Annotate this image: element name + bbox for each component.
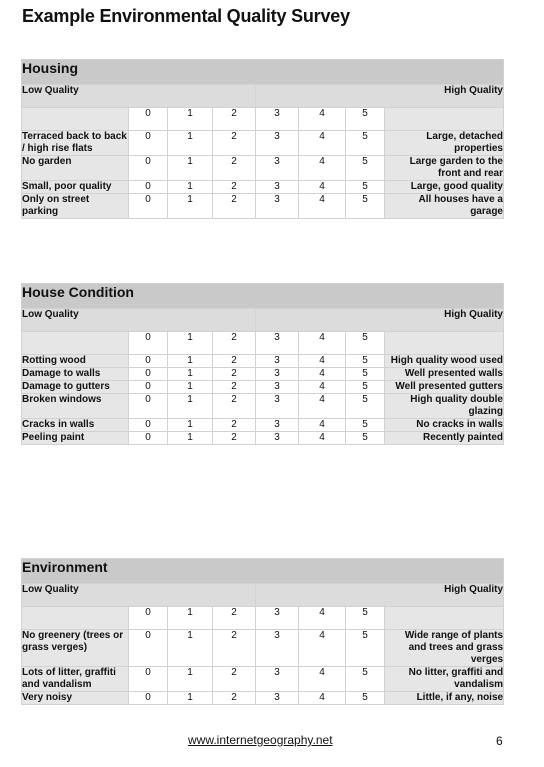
- low-quality-criterion: Damage to walls: [22, 368, 129, 381]
- score-option[interactable]: 1: [168, 381, 213, 394]
- score-option[interactable]: 5: [346, 355, 385, 368]
- score-option[interactable]: 3: [256, 156, 299, 181]
- high-quality-criterion: Large, good quality: [385, 181, 504, 194]
- score-option[interactable]: 4: [299, 630, 346, 667]
- criterion-row: [22, 355, 504, 368]
- low-quality-criterion: Very noisy: [22, 692, 129, 705]
- score-option[interactable]: 1: [168, 131, 213, 156]
- high-quality-criterion: Well presented gutters: [385, 381, 504, 394]
- blank-cell: [385, 108, 504, 131]
- score-option[interactable]: 5: [346, 181, 385, 194]
- score-option[interactable]: 2: [213, 667, 256, 692]
- low-quality-criterion: No garden: [22, 156, 129, 181]
- score-option[interactable]: 2: [213, 419, 256, 432]
- score-option[interactable]: 2: [213, 355, 256, 368]
- website-link[interactable]: www.internetgeography.net: [188, 733, 333, 747]
- score-option[interactable]: 0: [129, 667, 168, 692]
- low-quality-criterion: Damage to gutters: [22, 381, 129, 394]
- score-option[interactable]: 4: [299, 181, 346, 194]
- score-option[interactable]: 1: [168, 667, 213, 692]
- housing-section: [21, 59, 503, 219]
- score-option[interactable]: 4: [299, 692, 346, 705]
- score-option[interactable]: 0: [129, 181, 168, 194]
- section-title: House Condition: [22, 284, 504, 309]
- page-number: 6: [496, 734, 503, 748]
- score-option[interactable]: 5: [346, 131, 385, 156]
- blank-cell: [22, 332, 129, 355]
- score-option[interactable]: 5: [346, 419, 385, 432]
- scale-header: 1: [168, 108, 213, 131]
- low-quality-criterion: Rotting wood: [22, 355, 129, 368]
- score-option[interactable]: 4: [299, 419, 346, 432]
- quality-header-row: [22, 584, 504, 607]
- criterion-row: [22, 394, 504, 419]
- criterion-row: [22, 630, 504, 667]
- high-quality-criterion: No litter, graffiti and vandalism: [385, 667, 504, 692]
- score-option[interactable]: 4: [299, 432, 346, 445]
- score-option[interactable]: 3: [256, 630, 299, 667]
- score-option[interactable]: 2: [213, 630, 256, 667]
- high-quality-label: High Quality: [256, 85, 504, 108]
- scale-header: 4: [299, 332, 346, 355]
- criterion-row: [22, 156, 504, 181]
- score-option[interactable]: 1: [168, 432, 213, 445]
- scale-header: 4: [299, 607, 346, 630]
- score-option[interactable]: 2: [213, 381, 256, 394]
- page-title: Example Environmental Quality Survey: [22, 6, 350, 26]
- score-option[interactable]: 5: [346, 381, 385, 394]
- score-option[interactable]: 3: [256, 131, 299, 156]
- score-option[interactable]: 1: [168, 692, 213, 705]
- score-option[interactable]: 2: [213, 432, 256, 445]
- blank-cell: [385, 332, 504, 355]
- score-option[interactable]: 3: [256, 181, 299, 194]
- low-quality-label: Low Quality: [22, 584, 256, 607]
- score-option[interactable]: 5: [346, 432, 385, 445]
- score-option[interactable]: 4: [299, 667, 346, 692]
- blank-cell: [22, 607, 129, 630]
- score-option[interactable]: 3: [256, 394, 299, 419]
- blank-cell: [22, 108, 129, 131]
- score-option[interactable]: 0: [129, 394, 168, 419]
- criterion-row: [22, 368, 504, 381]
- score-option[interactable]: 2: [213, 194, 256, 219]
- low-quality-criterion: Small, poor quality: [22, 181, 129, 194]
- scale-header: 0: [129, 332, 168, 355]
- score-option[interactable]: 4: [299, 381, 346, 394]
- score-option[interactable]: 5: [346, 630, 385, 667]
- scale-header: 4: [299, 108, 346, 131]
- high-quality-criterion: Wide range of plants and trees and grass verges: [385, 630, 504, 667]
- low-quality-criterion: Peeling paint: [22, 432, 129, 445]
- low-quality-criterion: Broken windows: [22, 394, 129, 419]
- scale-header: 0: [129, 108, 168, 131]
- score-option[interactable]: 0: [129, 368, 168, 381]
- high-quality-criterion: No cracks in walls: [385, 419, 504, 432]
- score-option[interactable]: 0: [129, 131, 168, 156]
- low-quality-criterion: No greenery (trees or grass verges): [22, 630, 129, 667]
- high-quality-criterion: Little, if any, noise: [385, 692, 504, 705]
- high-quality-criterion: High quality wood used: [385, 355, 504, 368]
- scale-header-row: [22, 108, 504, 131]
- score-option[interactable]: 0: [129, 692, 168, 705]
- quality-header-row: [22, 85, 504, 108]
- score-option[interactable]: 1: [168, 419, 213, 432]
- low-quality-label: Low Quality: [22, 309, 256, 332]
- score-option[interactable]: 0: [129, 419, 168, 432]
- criterion-row: [22, 181, 504, 194]
- score-option[interactable]: 3: [256, 368, 299, 381]
- scale-header: 0: [129, 607, 168, 630]
- low-quality-label: Low Quality: [22, 85, 256, 108]
- low-quality-criterion: Only on street parking: [22, 194, 129, 219]
- survey-table: [21, 558, 504, 705]
- high-quality-criterion: All houses have a garage: [385, 194, 504, 219]
- scale-header: 5: [346, 332, 385, 355]
- score-option[interactable]: 3: [256, 692, 299, 705]
- criterion-row: [22, 194, 504, 219]
- scale-header: 3: [256, 108, 299, 131]
- section-title-row: [22, 60, 504, 85]
- score-option[interactable]: 1: [168, 394, 213, 419]
- scale-header-row: [22, 332, 504, 355]
- score-option[interactable]: 2: [213, 181, 256, 194]
- survey-table: [21, 283, 504, 445]
- score-option[interactable]: 5: [346, 394, 385, 419]
- score-option[interactable]: 0: [129, 355, 168, 368]
- score-option[interactable]: 3: [256, 381, 299, 394]
- scale-header: 1: [168, 332, 213, 355]
- score-option[interactable]: 1: [168, 156, 213, 181]
- section-title-row: [22, 284, 504, 309]
- environment-section: [21, 558, 503, 705]
- high-quality-criterion: Large, detached properties: [385, 131, 504, 156]
- scale-header: 2: [213, 108, 256, 131]
- score-option[interactable]: 0: [129, 630, 168, 667]
- section-title: Housing: [22, 60, 504, 85]
- score-option[interactable]: 1: [168, 630, 213, 667]
- score-option[interactable]: 1: [168, 355, 213, 368]
- scale-header: 1: [168, 607, 213, 630]
- section-title: Environment: [22, 559, 504, 584]
- scale-header: 5: [346, 108, 385, 131]
- scale-header: 3: [256, 332, 299, 355]
- survey-table: [21, 59, 504, 219]
- criterion-row: [22, 419, 504, 432]
- score-option[interactable]: 1: [168, 181, 213, 194]
- blank-cell: [385, 607, 504, 630]
- score-option[interactable]: 2: [213, 692, 256, 705]
- scale-header-row: [22, 607, 504, 630]
- criterion-row: [22, 432, 504, 445]
- score-option[interactable]: 2: [213, 156, 256, 181]
- scale-header: 2: [213, 607, 256, 630]
- low-quality-criterion: Terraced back to back / high rise flats: [22, 131, 127, 154]
- scale-header: 2: [213, 332, 256, 355]
- score-option[interactable]: 5: [346, 194, 385, 219]
- high-quality-criterion: Large garden to the front and rear: [385, 156, 504, 181]
- score-option[interactable]: 2: [213, 394, 256, 419]
- score-option[interactable]: 0: [129, 194, 168, 219]
- house-condition-section: [21, 283, 503, 445]
- score-option[interactable]: 4: [299, 355, 346, 368]
- score-option[interactable]: 5: [346, 692, 385, 705]
- low-quality-criterion: Cracks in walls: [22, 419, 129, 432]
- score-option[interactable]: 4: [299, 368, 346, 381]
- scale-header: 3: [256, 607, 299, 630]
- quality-header-row: [22, 309, 504, 332]
- score-option[interactable]: 0: [129, 432, 168, 445]
- high-quality-label: High Quality: [256, 309, 504, 332]
- score-option[interactable]: 5: [346, 667, 385, 692]
- score-option[interactable]: 4: [299, 131, 346, 156]
- section-title-row: [22, 559, 504, 584]
- score-option[interactable]: 1: [168, 194, 213, 219]
- score-option[interactable]: 4: [299, 194, 346, 219]
- scale-header: 5: [346, 607, 385, 630]
- score-option[interactable]: 3: [256, 194, 299, 219]
- score-option[interactable]: 3: [256, 419, 299, 432]
- score-option[interactable]: 3: [256, 432, 299, 445]
- high-quality-criterion: Recently painted: [385, 432, 504, 445]
- score-option[interactable]: 5: [346, 156, 385, 181]
- criterion-row: [22, 692, 504, 705]
- score-option[interactable]: 2: [213, 368, 256, 381]
- criterion-row: [22, 667, 504, 692]
- criterion-row: [22, 131, 504, 156]
- score-option[interactable]: 4: [299, 394, 346, 419]
- score-option[interactable]: 3: [256, 355, 299, 368]
- score-option[interactable]: 0: [129, 381, 168, 394]
- score-option[interactable]: 3: [256, 667, 299, 692]
- high-quality-label: High Quality: [256, 584, 504, 607]
- high-quality-criterion: Well presented walls: [385, 368, 504, 381]
- score-option[interactable]: 0: [129, 156, 168, 181]
- low-quality-criterion: Lots of litter, graffiti and vandalism: [22, 667, 129, 692]
- score-option[interactable]: 5: [346, 368, 385, 381]
- high-quality-criterion: High quality double glazing: [385, 394, 504, 419]
- score-option[interactable]: 4: [299, 156, 346, 181]
- score-option[interactable]: 1: [168, 368, 213, 381]
- criterion-row: [22, 381, 504, 394]
- score-option[interactable]: 2: [213, 131, 256, 156]
